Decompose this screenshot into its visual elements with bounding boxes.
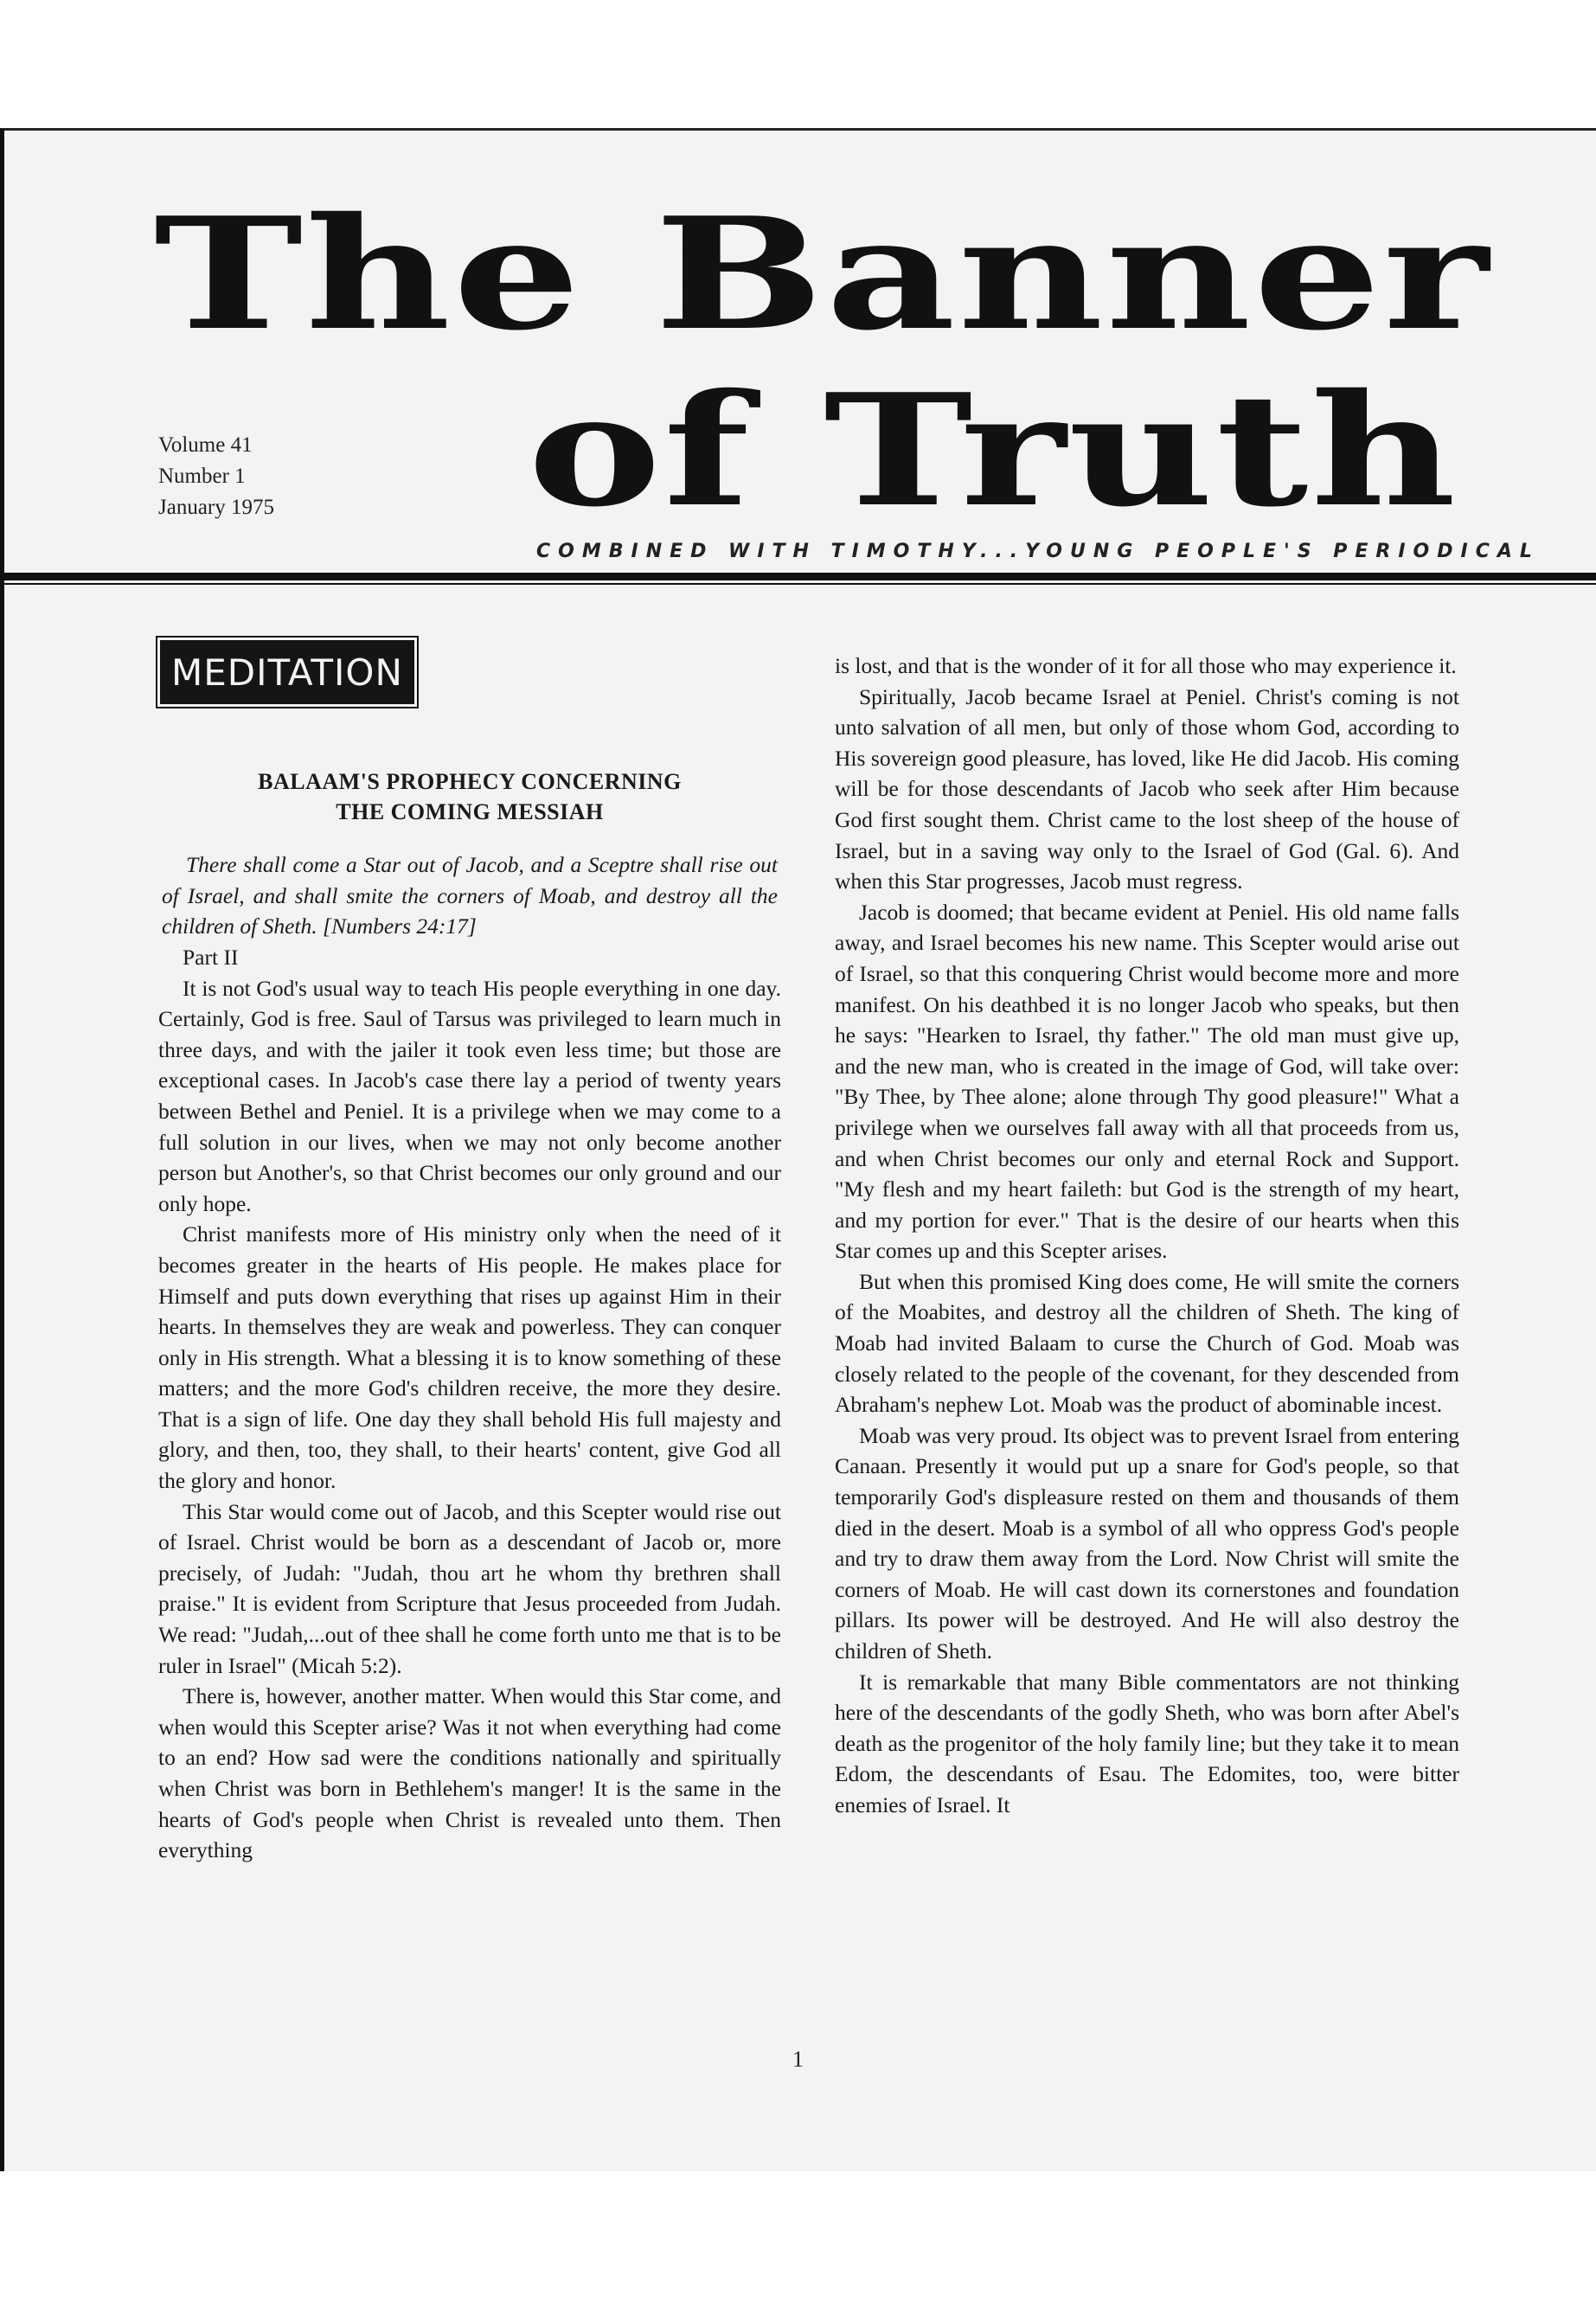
left-column xyxy=(158,640,781,1866)
volume-label: Volume 41 xyxy=(158,433,253,457)
paragraph: is lost, and that is the wonder of it for all those who may experience it. xyxy=(835,653,1457,678)
article-title-line-2: THE COMING MESSIAH xyxy=(336,799,604,825)
masthead-rule-thick xyxy=(4,573,1596,580)
article-title-line-1: BALAAM'S PROPHECY CONCERNING xyxy=(258,769,682,795)
title-line-2: of Truth xyxy=(528,360,1458,541)
title-line-1: The Banner xyxy=(154,183,1491,364)
number-label: Number 1 xyxy=(158,465,246,488)
paragraph: It is not God's usual way to teach His people everything in one day. Certainly, God is free. Saul of Tarsus was privileged to learn much in three days, and with the jailer it took even less time; but those are exceptional cases. In Jacob's case there lay a period of twenty years between Bethel and Peniel. It is a privilege when we may come to a full solution in our lives, when we may not only become another person but Another's, so that Christ becomes our only ground and our only hope. xyxy=(158,975,781,1216)
page-number: 1 xyxy=(792,2047,804,2072)
paragraph: This Star would come out of Jacob, and this Scepter would rise out of Israel. Christ would be born as a descendant of Jacob or, more precisely, of Judah: "Judah, thou art he whom thy brethren shall praise." It is evident from Scripture that Jesus proceeded from Judah. We read: "Judah,...out of thee shall he come forth unto me that is to be ruler in Israel" (Micah 5:2). xyxy=(158,1498,781,1678)
right-column xyxy=(835,651,1459,1821)
section-badge: MEDITATION xyxy=(160,640,414,704)
paragraph: Jacob is doomed; that became evident at Peniel. His old name falls away, and Israel becomes his new name. This Scepter would arise out of Israel, so that this conquering Christ would become more and more manifest. On his deathbed it is no longer Jacob who speaks, but then he says: "Hearken to Israel, thy father." The old man must give up, and the new man, who is created in the image of God, will take over: "By Thee, by Thee alone; alone through Thy good pleasure!" What a privilege when we ourselves fall away with all that proceeds from us, and when Christ becomes our only and eternal Rock and Support. "My flesh and my heart faileth: but God is the strength of my heart, and my portion for ever." That is the desire of our hearts when this Star comes up and this Scepter arises. xyxy=(835,899,1459,1264)
part-label: Part II xyxy=(183,944,239,970)
paragraph: Christ manifests more of His ministry only when the need of it becomes greater in the hearts of His people. He makes place for Himself and puts down everything that rises up against Him in their hearts. In themselves they are weak and powerless. They can conquer only in His strength. What a blessing it is to know something of these matters; and the more God's children receive, the more they desire. That is a sign of life. One day they shall behold His full majesty and glory, and then, too, they shall, to their hearts' content, give God all the glory and honor. xyxy=(158,1221,781,1494)
epigraph: There shall come a Star out of Jacob, and a Sceptre shall rise out of Israel, and shall smite the corners of Moab, and destroy all the children of Sheth. [Numbers 24:17] xyxy=(162,852,778,939)
date-label: January 1975 xyxy=(158,496,274,519)
paragraph: Moab was very proud. Its object was to prevent Israel from entering Canaan. Presently it would put up a snare for God's people, so that temporarily God's displeasure rested on them and thousands of them died in the desert. Moab is a symbol of all who oppress God's people and try to draw them away from the Lord. Now Christ will smite the corners of Moab. He will cast down its cornerstones and foundation pillars. Its power will be destroyed. And He will also destroy the children of Sheth. xyxy=(835,1422,1459,1663)
tagline: COMBINED WITH TIMOTHY...YOUNG PEOPLE'S PERIODICAL xyxy=(536,541,1540,562)
paragraph: But when this promised King does come, He will smite the corners of the Moabites, and destroy all the children of Sheth. The king of Moab had invited Balaam to curse the Church of God. Moab was closely related to the people of the covenant, for they descended from Abraham's nephew Lot. Moab was the product of abominable incest. xyxy=(835,1268,1459,1418)
article-title xyxy=(158,766,781,827)
masthead xyxy=(0,0,1596,562)
masthead-rule-thin xyxy=(4,583,1596,585)
paragraph: It is remarkable that many Bible commentators are not thinking here of the descendants of the godly Sheth, who was born after Abel's death as the progenitor of the holy family line; but they take it to mean Edom, the descendants of Esau. The Edomites, too, were bitter enemies of Israel. It xyxy=(835,1669,1459,1817)
issue-info xyxy=(158,430,274,523)
paragraph: Spiritually, Jacob became Israel at Peniel. Christ's coming is not unto salvation of all men, but only of those whom God, according to His sovereign good pleasure, has loved, like He did Jacob. His coming will be for those descendants of Jacob who seek after Him because God first sought them. Christ came to the lost sheep of the house of Israel, but in a saving way only to the Israel of God (Gal. 6). And when this Star progresses, Jacob must regress. xyxy=(835,683,1459,894)
paragraph: There is, however, another matter. When would this Star come, and when would this Scepter arise? Was it not when everything had come to an end? How sad were the conditions nationally and spiritually when Christ was born in Bethlehem's manger! It is the same in the hearts of God's people when Christ is revealed unto them. Then everything xyxy=(158,1683,781,1863)
